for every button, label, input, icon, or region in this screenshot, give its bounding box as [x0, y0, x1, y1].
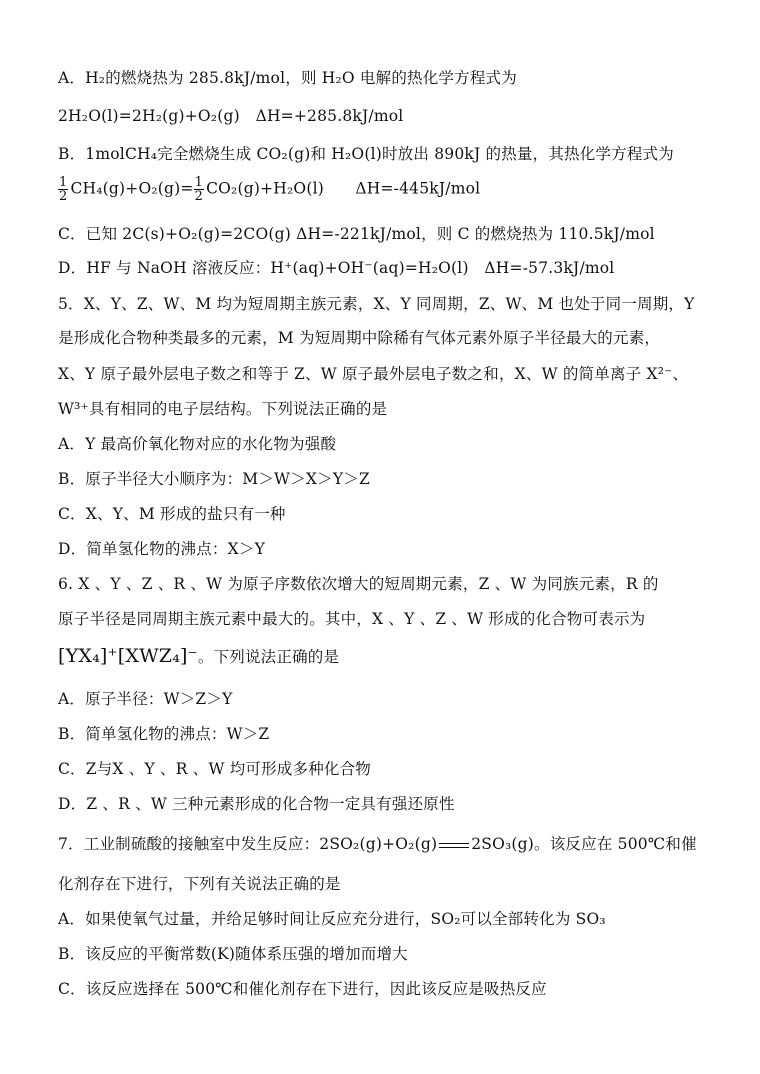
option-4c-line: C．已知 2C(s)+O₂(g)=2CO(g) ΔH=-221kJ/mol，则 C 的燃烧热为 110.5kJ/mol	[58, 225, 655, 243]
equation-4a-line: 2H₂O(l)=2H₂(g)+O₂(g) ΔH=+285.8kJ/mol	[58, 107, 404, 125]
option-4d-line: D．HF 与 NaOH 溶液反应：H⁺(aq)+OH⁻(aq)=H₂O(l) ΔH=-57.3kJ/mol	[58, 259, 615, 277]
question-5-line-3: X、Y 原子最外层电子数之和等于 Z、W 原子最外层电子数之和，X、W 的简单离子 X²⁻、	[58, 365, 689, 383]
equation-4b-line	[58, 176, 480, 203]
option-6b-line: B．简单氢化物的沸点：W＞Z	[58, 725, 270, 743]
fraction-half-2: $\frac{1}{2}$	[194, 175, 204, 204]
option-6c-line: C．Z与X 、Y 、R 、W 均可形成多种化合物	[58, 760, 372, 778]
question-7-stem-b: 2SO₃(g)。该反应在 500℃和催	[471, 835, 697, 853]
option-7a-line: A．如果使氧气过量，并给足够时间让反应充分进行，SO₂可以全部转化为 SO₃	[58, 910, 606, 928]
fraction-half: $\frac{1}{2}$	[59, 175, 68, 204]
question-7-line-1	[58, 832, 697, 854]
question-6-line-3	[58, 645, 339, 667]
option-5b-line: B．原子半径大小顺序为：M＞W＞X＞Y＞Z	[58, 470, 370, 488]
question-7-stem-a: 7．工业制硫酸的接触室中发生反应：2SO₂(g)+O₂(g)	[58, 835, 438, 853]
option-7c-line: C．该反应选择在 500℃和催化剂存在下进行，因此该反应是吸热反应	[58, 980, 547, 998]
question-5-line-2: 是形成化合物种类最多的元素，M 为短周期中除稀有气体元素外原子半径最大的元素，	[58, 329, 661, 347]
question-6-line-2: 原子半径是同周期主族元素中最大的。其中，X 、Y 、Z 、W 形成的化合物可表示为	[58, 610, 646, 628]
option-5c-line: C．X、Y、M 形成的盐只有一种	[58, 505, 286, 523]
equilibrium-arrow-icon	[439, 840, 469, 850]
equation-4b-left: CH₄(g)+O₂(g)=	[70, 179, 194, 198]
option-5d-line: D．简单氢化物的沸点：X＞Y	[58, 540, 265, 558]
option-7b-line: B．该反应的平衡常数(K)随体系压强的增加而增大	[58, 945, 408, 963]
compound-formula: [YX₄]⁺[XWZ₄]⁻	[58, 645, 198, 667]
question-6-tail: 。下列说法正确的是	[197, 648, 340, 666]
question-5-line-1: 5．X、Y、Z、W、M 均为短周期主族元素，X、Y 同周期，Z、W、M 也处于同一周期，Y	[58, 295, 695, 313]
equation-4b-right: CO₂(g)+H₂O(l) ΔH=-445kJ/mol	[206, 179, 481, 198]
question-7-line-2: 化剂存在下进行，下列有关说法正确的是	[58, 875, 341, 893]
question-5-line-4: W³⁺具有相同的电子层结构。下列说法正确的是	[58, 400, 388, 418]
option-4a-line: A．H₂的燃烧热为 285.8kJ/mol，则 H₂O 电解的热化学方程式为	[58, 69, 517, 87]
question-6-line-1: 6. X 、Y 、Z 、R 、W 为原子序数依次增大的短周期元素，Z 、W 为同族元素，R 的	[58, 575, 659, 593]
option-4b-line: B．1molCH₄完全燃烧生成 CO₂(g)和 H₂O(l)时放出 890kJ 的热量，其热化学方程式为	[58, 145, 674, 163]
option-6d-line: D．Z 、R 、W 三种元素形成的化合物一定具有强还原性	[58, 795, 455, 813]
option-5a-line: A．Y 最高价氧化物对应的水化物为强酸	[58, 435, 337, 453]
option-6a-line: A．原子半径：W＞Z＞Y	[58, 690, 233, 708]
